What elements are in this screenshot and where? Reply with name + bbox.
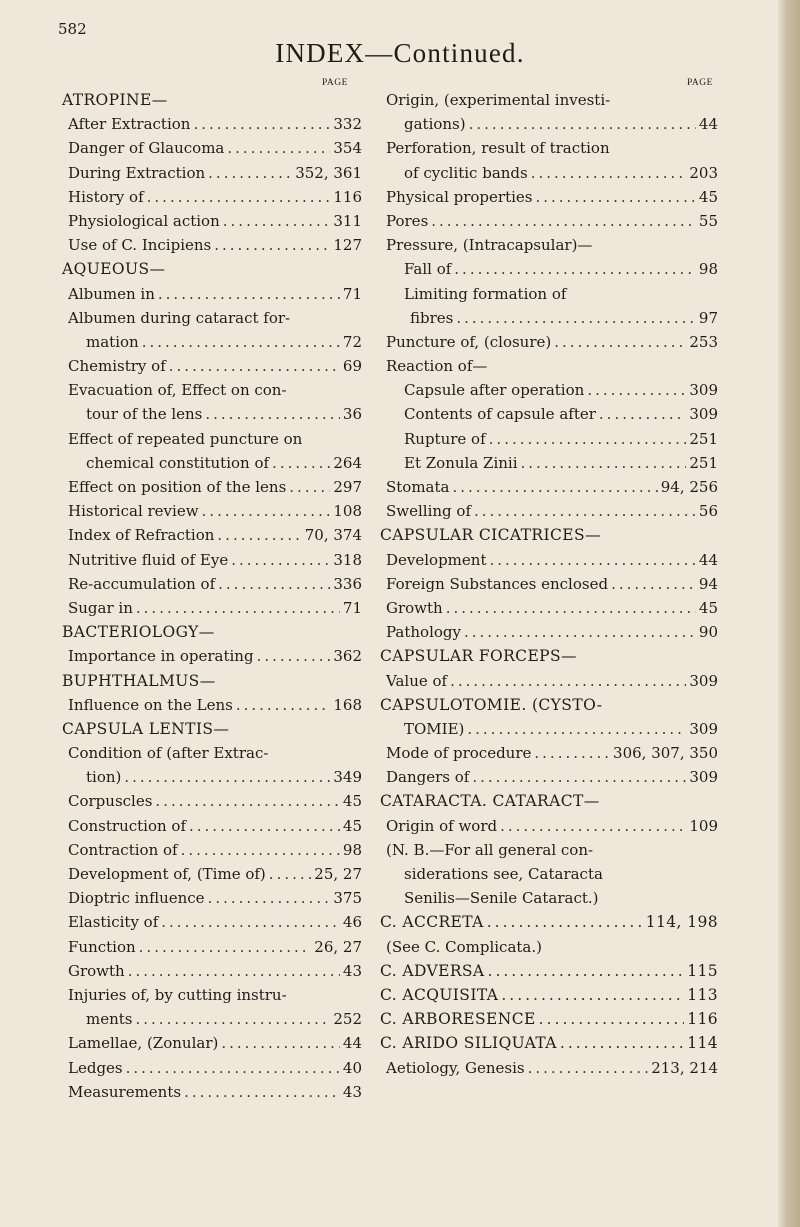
page-ref: 109 [689, 816, 718, 835]
dot-leader [214, 233, 330, 257]
index-entry [62, 354, 362, 378]
entry-text: Re-accumulation of [68, 574, 216, 593]
dot-leader [456, 306, 696, 330]
entry-text: Nutritive fluid of Eye [68, 550, 229, 569]
entry-text: C. ARIDO SILIQUATA [380, 1034, 557, 1053]
page-ref: 43 [342, 961, 362, 980]
dot-leader [208, 886, 331, 910]
entry-text: BUPHTHALMUS— [62, 671, 216, 690]
dot-leader [521, 451, 687, 475]
index-entry [62, 402, 362, 426]
index-entry [380, 741, 718, 765]
entry-text: gations) [404, 115, 466, 134]
index-entry [380, 209, 718, 233]
page-ref: 55 [698, 211, 718, 230]
index-heading [62, 717, 362, 741]
index-entry [380, 161, 718, 185]
index-entry [380, 185, 718, 209]
running-head: INDEX—Continued. [275, 38, 525, 68]
index-entry [62, 959, 362, 983]
page-ref: 252 [333, 1010, 362, 1029]
page-ref: 309 [689, 671, 718, 690]
index-entry [380, 427, 718, 451]
entry-text: Growth [68, 961, 125, 980]
entry-text: Reaction of— [386, 357, 488, 376]
index-entry [62, 548, 362, 572]
index-entry [380, 306, 718, 330]
dot-leader [431, 209, 696, 233]
page-edge-shadow [778, 0, 800, 1227]
index-entry [62, 596, 362, 620]
entry-text: Condition of (after Extrac- [68, 744, 269, 763]
dot-leader [500, 814, 686, 838]
entry-text: TOMIE) [404, 719, 465, 738]
entry-text: Dioptric influence [68, 889, 205, 908]
entry-text: CATARACTA. CATARACT— [380, 792, 600, 811]
index-column-left [62, 88, 362, 1104]
page-ref: 72 [342, 332, 362, 351]
page-ref: 336 [333, 574, 362, 593]
page-label-left: PAGE [322, 78, 348, 88]
index-entry [380, 596, 718, 620]
page-ref: 318 [333, 550, 362, 569]
entry-text: Contraction of [68, 840, 178, 859]
index-heading [380, 644, 718, 668]
entry-text: tour of the lens [86, 405, 203, 424]
dot-leader [489, 548, 695, 572]
dot-leader [184, 1080, 340, 1104]
entry-text: CAPSULA LENTIS— [62, 719, 230, 738]
entry-text: Sugar in [68, 598, 133, 617]
index-entry [62, 1007, 362, 1031]
page-ref: 69 [342, 357, 362, 376]
dot-leader [289, 475, 330, 499]
index-entry [62, 209, 362, 233]
page-number: 582 [58, 20, 87, 38]
entry-text: Effect of repeated puncture on [68, 429, 303, 448]
dot-leader [446, 596, 696, 620]
index-entry [62, 741, 362, 765]
index-entry [62, 451, 362, 475]
entry-text: Origin of word [386, 816, 498, 835]
index-entry [380, 499, 718, 523]
entry-text: Swelling of [386, 502, 471, 521]
dot-leader [587, 378, 686, 402]
entry-text: ATROPINE— [62, 91, 168, 109]
page-ref: 362 [333, 647, 362, 666]
page-ref: 36 [342, 405, 362, 424]
page-ref: 251 [689, 453, 718, 472]
dot-leader [158, 282, 340, 306]
entry-text: C. ACCRETA [380, 913, 484, 932]
page-ref: 46 [342, 913, 362, 932]
page-ref: 45 [698, 187, 718, 206]
page-ref: 127 [333, 236, 362, 255]
entry-text: Ledges [68, 1058, 123, 1077]
page-ref: 94 [698, 574, 718, 593]
dot-leader [193, 112, 330, 136]
dot-leader [611, 572, 696, 596]
page-ref: 114, 198 [645, 913, 718, 932]
entry-text: Pathology [386, 623, 461, 642]
index-heading [62, 620, 362, 644]
entry-text: Puncture of, (closure) [386, 332, 552, 351]
entry-text: Origin, (experimental investi- [386, 91, 611, 109]
dot-leader [534, 741, 610, 765]
entry-text: AQUEOUS— [62, 260, 166, 279]
dot-leader [472, 765, 686, 789]
page-ref: 253 [689, 332, 718, 351]
entry-text: Function [68, 937, 136, 956]
index-entry [62, 306, 362, 330]
index-entry [380, 717, 718, 741]
index-heading [62, 257, 362, 281]
index-entry [62, 1031, 362, 1055]
index-entry [380, 548, 718, 572]
index-entry [380, 282, 718, 306]
index-entry [380, 112, 718, 136]
entry-text: chemical constitution of [86, 453, 270, 472]
index-entry [380, 935, 718, 959]
dot-leader [126, 1056, 340, 1080]
dot-leader [161, 910, 340, 934]
page-ref: 45 [342, 816, 362, 835]
page-ref: 113 [687, 985, 718, 1004]
index-entry [62, 112, 362, 136]
dot-leader [227, 136, 330, 160]
page-ref: 44 [342, 1034, 362, 1053]
page-ref: 71 [342, 284, 362, 303]
entry-text: Development of, (Time of) [68, 865, 266, 883]
dot-leader [531, 161, 687, 185]
index-entry [62, 910, 362, 934]
entry-text: Evacuation of, Effect on con- [68, 381, 287, 400]
entry-text: Albumen during cataract for- [68, 308, 291, 327]
index-entry [62, 499, 362, 523]
dot-leader [488, 959, 685, 983]
entry-text: Chemistry of [68, 357, 166, 376]
index-entry [62, 136, 362, 160]
dot-leader [452, 475, 657, 499]
entry-text: Foreign Substances enclosed [386, 574, 609, 593]
dot-leader [474, 499, 696, 523]
dot-leader [236, 693, 331, 717]
page-ref: 44 [698, 550, 718, 569]
dot-leader [489, 427, 687, 451]
index-entry [380, 451, 718, 475]
entry-text: Rupture of [404, 429, 486, 448]
index-entry [380, 257, 718, 281]
page-ref: 98 [698, 260, 718, 279]
entry-text: CAPSULAR FORCEPS— [380, 647, 577, 666]
entry-text: Pressure, (Intracapsular)— [386, 236, 593, 255]
dot-leader [142, 330, 340, 354]
entry-text: Importance in operating [68, 647, 254, 666]
page-ref: 43 [342, 1082, 362, 1101]
entry-text: Senilis—Senile Cataract.) [404, 889, 599, 908]
entry-text: Danger of Glaucoma [68, 139, 225, 158]
page-ref: 349 [333, 768, 362, 787]
dot-leader [539, 1007, 685, 1031]
entry-text: Elasticity of [68, 913, 159, 932]
index-entry [380, 886, 718, 910]
entry-text: Et Zonula Zinii [404, 453, 518, 472]
entry-text: Measurements [68, 1082, 182, 1101]
entry-text: Construction of [68, 816, 186, 835]
index-heading [380, 1031, 718, 1055]
page-ref: 97 [698, 308, 718, 327]
page-ref: 203 [689, 163, 718, 182]
dot-leader [464, 620, 696, 644]
index-entry [62, 330, 362, 354]
page-ref: 114 [687, 1034, 718, 1053]
dot-leader [487, 910, 643, 934]
entry-text: Perforation, result of traction [386, 139, 610, 158]
entry-text: CAPSULAR CICATRICES— [380, 526, 601, 545]
index-entry [380, 1056, 718, 1080]
dot-leader [269, 862, 311, 886]
entry-text: Development [386, 550, 487, 569]
dot-leader [528, 1056, 649, 1080]
index-heading [62, 88, 362, 112]
dot-leader [181, 838, 340, 862]
dot-leader [189, 814, 340, 838]
page-ref: 309 [689, 381, 718, 400]
index-entry [62, 233, 362, 257]
entry-text: Contents of capsule after [404, 405, 596, 424]
page-ref: 311 [333, 211, 362, 230]
index-entry [380, 354, 718, 378]
index-entry [380, 88, 718, 112]
dot-leader [208, 161, 292, 185]
entry-text: C. ADVERSA [380, 961, 485, 980]
index-entry [62, 282, 362, 306]
dot-leader [218, 572, 330, 596]
entry-text: After Extraction [68, 115, 191, 134]
entry-text: Effect on position of the lens [68, 478, 287, 496]
dot-leader [155, 789, 339, 813]
index-entry [380, 402, 718, 426]
dot-leader [147, 185, 331, 209]
index-entry [62, 1080, 362, 1104]
dot-leader [205, 402, 340, 426]
index-entry [62, 838, 362, 862]
entry-text: Use of C. Incipiens [68, 236, 212, 255]
index-heading [380, 693, 718, 717]
index-entry [380, 814, 718, 838]
entry-text: Capsule after operation [404, 381, 585, 400]
entry-text: CAPSULOTOMIE. (CYSTO- [380, 695, 603, 714]
index-entry [62, 765, 362, 789]
entry-text: Limiting formation of [404, 284, 567, 303]
dot-leader [217, 523, 301, 547]
index-entry [380, 669, 718, 693]
index-entry [380, 765, 718, 789]
page-ref: 309 [689, 405, 718, 424]
entry-text: Influence on the Lens [68, 695, 233, 714]
index-entry [380, 330, 718, 354]
dot-leader [554, 330, 686, 354]
page-ref: 375 [333, 889, 362, 908]
entry-text: Mode of procedure [386, 744, 532, 763]
entry-text: Albumen in [68, 284, 155, 303]
dot-leader [136, 1007, 331, 1031]
entry-text: of cyclitic bands [404, 163, 528, 182]
entry-text: Lamellae, (Zonular) [68, 1034, 219, 1053]
index-entry [62, 1056, 362, 1080]
entry-text: Index of Refraction [68, 526, 215, 545]
entry-text: Injuries of, by cutting instru- [68, 985, 287, 1004]
page-ref: 352, 361 [295, 163, 362, 182]
index-heading [62, 669, 362, 693]
dot-leader [535, 185, 695, 209]
index-entry [62, 644, 362, 668]
index-entry [380, 136, 718, 160]
page-ref: 251 [689, 429, 718, 448]
entry-text: tion) [86, 768, 122, 787]
index-entry [62, 983, 362, 1007]
entry-text: siderations see, Cataracta [404, 865, 603, 883]
index-heading [380, 789, 718, 813]
index-entry [62, 378, 362, 402]
dot-leader [124, 765, 330, 789]
entry-text: Dangers of [386, 768, 470, 787]
page-ref: 309 [689, 719, 718, 738]
index-heading [380, 983, 718, 1007]
page-ref: 44 [698, 115, 718, 134]
dot-leader [501, 983, 684, 1007]
index-entry [62, 814, 362, 838]
entry-text: (N. B.—For all general con- [386, 840, 594, 859]
dot-leader [169, 354, 340, 378]
index-entry [380, 572, 718, 596]
index-heading [380, 523, 718, 547]
entry-text: History of [68, 187, 144, 206]
page-ref: 332 [333, 115, 362, 134]
entry-text: Growth [386, 598, 443, 617]
entry-text: (See C. Complicata.) [386, 937, 542, 956]
index-entry [62, 475, 362, 499]
index-entry [380, 233, 718, 257]
dot-leader [469, 112, 696, 136]
page-ref: 45 [698, 598, 718, 617]
entry-text: Value of [386, 671, 448, 690]
dot-leader [202, 499, 331, 523]
index-entry [62, 789, 362, 813]
entry-text: BACTERIOLOGY— [62, 623, 215, 642]
entry-text: mation [86, 332, 139, 351]
page-ref: 309 [689, 768, 718, 787]
dot-leader [560, 1031, 684, 1055]
dot-leader [128, 959, 340, 983]
page-ref: 90 [698, 623, 718, 642]
page-ref: 168 [333, 695, 362, 714]
page-ref: 71 [342, 598, 362, 617]
page-ref: 70, 374 [304, 526, 362, 545]
dot-leader [136, 596, 340, 620]
page-ref: 213, 214 [651, 1058, 718, 1077]
dot-leader [231, 548, 330, 572]
index-entry [62, 862, 362, 886]
page-ref: 98 [342, 840, 362, 859]
page-ref: 264 [333, 453, 362, 472]
page-ref: 108 [333, 502, 362, 521]
entry-text: Aetiology, Genesis [386, 1058, 525, 1077]
page-ref: 40 [342, 1058, 362, 1077]
page-label-right: PAGE [687, 78, 713, 88]
index-entry [62, 161, 362, 185]
page-ref: 25, 27 [314, 865, 362, 883]
index-entry [62, 935, 362, 959]
entry-text: Stomata [386, 478, 450, 496]
dot-leader [257, 644, 331, 668]
entry-text: Pores [386, 211, 429, 230]
page-ref: 116 [333, 187, 362, 206]
index-entry [380, 620, 718, 644]
page-ref: 94, 256 [660, 478, 718, 496]
index-entry [62, 572, 362, 596]
page-ref: 306, 307, 350 [613, 744, 718, 763]
dot-leader [272, 451, 330, 475]
index-entry [380, 838, 718, 862]
dot-leader [599, 402, 686, 426]
index-entry [380, 862, 718, 886]
page-ref: 45 [342, 792, 362, 811]
entry-text: During Extraction [68, 163, 206, 182]
index-entry [62, 886, 362, 910]
entry-text: fibres [410, 308, 454, 327]
index-entry [62, 693, 362, 717]
page-ref: 26, 27 [314, 937, 362, 956]
entry-text: Fall of [404, 260, 452, 279]
entry-text: C. ACQUISITA [380, 985, 499, 1004]
entry-text: ments [86, 1010, 133, 1029]
page-ref: 354 [333, 139, 362, 158]
index-heading [380, 1007, 718, 1031]
index-entry [380, 378, 718, 402]
dot-leader [454, 257, 696, 281]
dot-leader [467, 717, 686, 741]
entry-text: Corpuscles [68, 792, 153, 811]
index-entry [62, 523, 362, 547]
page-ref: 297 [333, 478, 362, 496]
entry-text: Physiological action [68, 211, 220, 230]
dot-leader [223, 209, 331, 233]
dot-leader [450, 669, 686, 693]
index-heading [380, 959, 718, 983]
page-ref: 115 [687, 961, 718, 980]
index-column-right [380, 88, 718, 1080]
dot-leader [221, 1031, 340, 1055]
page-ref: 56 [698, 502, 718, 521]
index-heading [380, 910, 718, 934]
entry-text: C. ARBORESENCE [380, 1010, 536, 1029]
entry-text: Physical properties [386, 187, 533, 206]
entry-text: Historical review [68, 502, 199, 521]
index-entry [62, 185, 362, 209]
dot-leader [139, 935, 312, 959]
index-entry [62, 427, 362, 451]
page-ref: 116 [687, 1010, 718, 1029]
index-entry [380, 475, 718, 499]
